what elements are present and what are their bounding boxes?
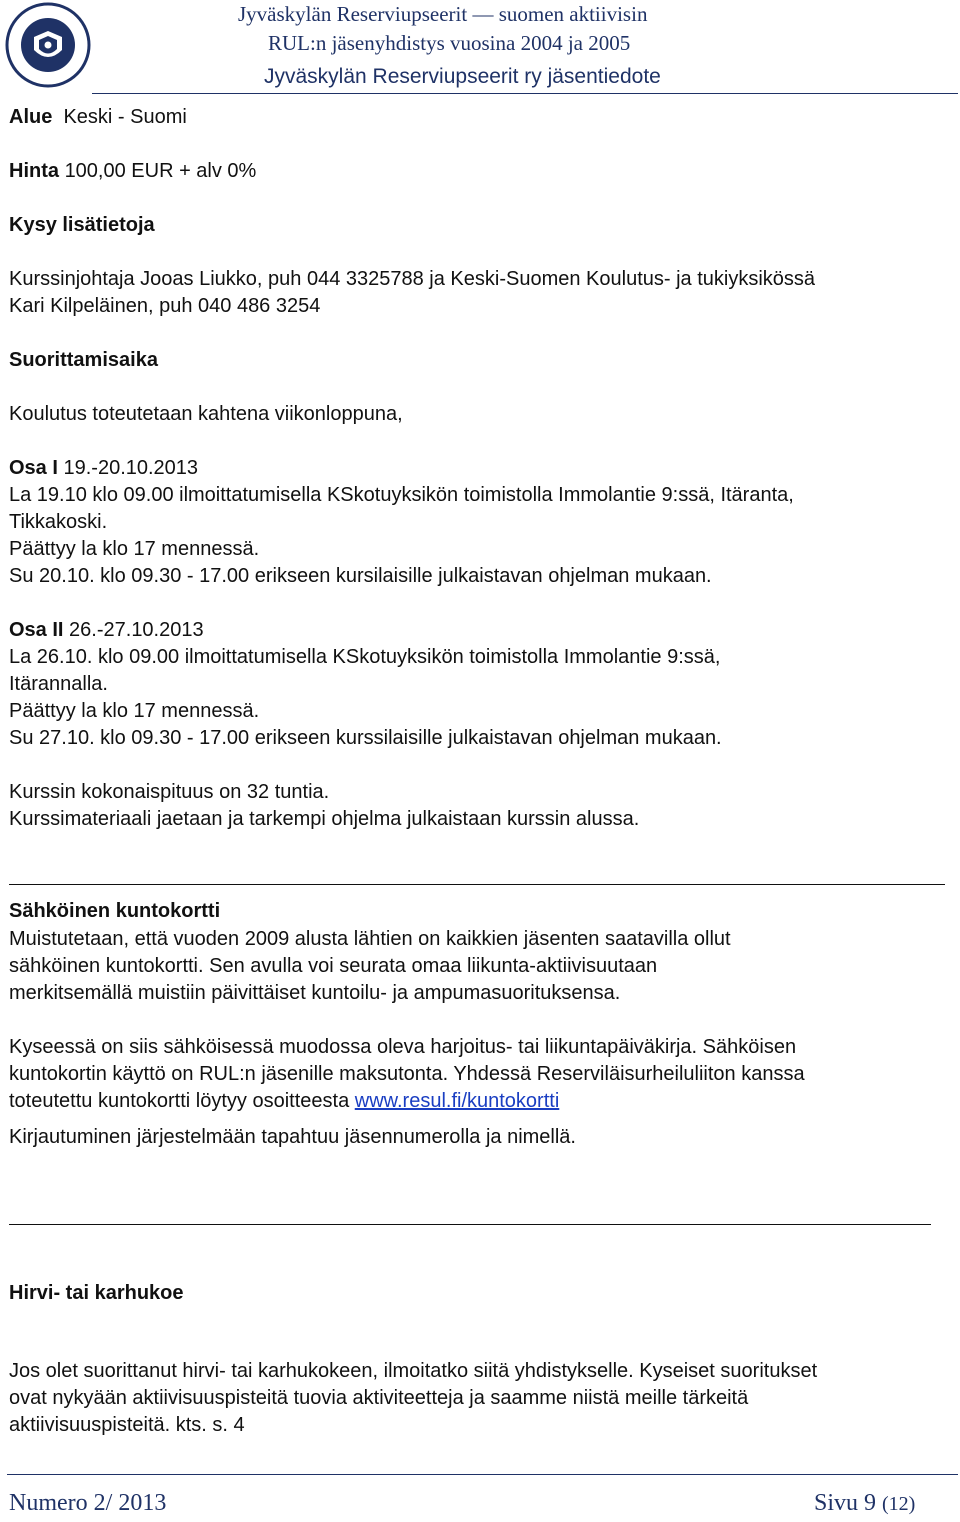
part2-heading <box>9 619 204 642</box>
kuntokortti-p3-line-1: Kirjautuminen järjestelmään tapahtuu jäsennumerolla ja nimellä. <box>9 1126 576 1148</box>
part1-line-4: Su 20.10. klo 09.30 - 17.00 erikseen kursilaisille julkaistavan ohjelman mukaan. <box>9 565 712 587</box>
area-line <box>9 106 187 129</box>
price-label: Hinta <box>9 160 59 182</box>
part2-label: Osa II <box>9 619 64 641</box>
issue-number: Numero 2/ 2013 <box>9 1490 167 1516</box>
kuntokortti-p2-line-2: kuntokortin käyttö on RUL:n jäsenille maksutonta. Yhdessä Reserviläisurheiluliiton kanssa <box>9 1063 805 1085</box>
kuntokortti-p2-line-1: Kyseessä on siis sähköisessä muodossa oleva harjoitus- tai liikuntapäiväkirja. Sähköisen <box>9 1036 797 1058</box>
price-line <box>9 160 256 183</box>
schedule-heading: Suorittamisaika <box>9 349 158 371</box>
part1-line-3: Päättyy la klo 17 mennessä. <box>9 538 260 560</box>
part1-line-2: Tikkakoski. <box>9 511 108 533</box>
part2-line-3: Päättyy la klo 17 mennessä. <box>9 700 260 722</box>
area-value: Keski - Suomi <box>63 106 187 128</box>
page-number <box>814 1490 915 1517</box>
kuntokortti-p2-line-3 <box>9 1090 559 1113</box>
part2-line-4: Su 27.10. klo 09.30 - 17.00 erikseen kurssilaisille julkaistavan ohjelman mukaan. <box>9 727 722 749</box>
kuntokortti-p2-line-3-text: toteutettu kuntokortti löytyy osoitteesta <box>9 1090 350 1112</box>
header-divider <box>92 93 958 94</box>
part2-line-1: La 26.10. klo 09.00 ilmoittatumisella KSkotuyksikön toimistolla Immolantie 9:ssä, <box>9 646 721 668</box>
hirvi-heading: Hirvi- tai karhukoe <box>9 1282 184 1304</box>
header-line-1: Jyväskylän Reserviupseerit — suomen aktiivisin <box>238 2 648 26</box>
hirvi-line-1: Jos olet suorittanut hirvi- tai karhukokeen, ilmoitatko siitä yhdistykselle. Kyseiset suoritukset <box>9 1360 818 1382</box>
kuntokortti-p1-line-2: sähköinen kuntokortti. Sen avulla voi seurata omaa liikunta-aktiivisuutaan <box>9 955 658 977</box>
kuntokortti-p1-line-1: Muistutetaan, että vuoden 2009 alusta lähtien on kaikkien jäsenten saatavilla ollut <box>9 928 731 950</box>
page-number-total: (12) <box>882 1493 916 1515</box>
part1-label: Osa I <box>9 457 58 479</box>
section-divider-2 <box>9 1224 931 1225</box>
hirvi-line-2: ovat nykyään aktiivisuuspisteitä tuovia aktiviteetteja ja saamme niistä meille tärkeitä <box>9 1387 749 1409</box>
part1-heading <box>9 457 198 480</box>
page-number-current: Sivu 9 <box>814 1490 877 1516</box>
kuntokortti-p1-line-3: merkitsemällä muistiin päivittäiset kuntoilu- ja ampumasuorituksensa. <box>9 982 621 1004</box>
kuntokortti-heading: Sähköinen kuntokortti <box>9 900 221 922</box>
price-value: 100,00 EUR + alv 0% <box>64 160 257 182</box>
contact-line-2: Kari Kilpeläinen, puh 040 486 3254 <box>9 295 321 317</box>
part1-dates: 19.-20.10.2013 <box>63 457 199 479</box>
course-material: Kurssimateriaali jaetaan ja tarkempi ohjelma julkaistaan kurssin alussa. <box>9 808 640 830</box>
part2-dates: 26.-27.10.2013 <box>69 619 204 641</box>
part2-line-2: Itärannalla. <box>9 673 108 695</box>
contact-line-1: Kurssinjohtaja Jooas Liukko, puh 044 3325788 ja Keski-Suomen Koulutus- ja tukiyksikössä <box>9 268 816 290</box>
info-heading: Kysy lisätietoja <box>9 214 155 236</box>
kuntokortti-link[interactable]: www.resul.fi/kuntokortti <box>354 1090 560 1112</box>
part1-line-1: La 19.10 klo 09.00 ilmoittatumisella KSkotuyksikön toimistolla Immolantie 9:ssä, Itäranta, <box>9 484 794 506</box>
section-divider-1 <box>9 884 945 885</box>
header-line-3: Jyväskylän Reserviupseerit ry jäsentiedote <box>264 65 661 88</box>
footer-divider <box>7 1474 958 1475</box>
hirvi-line-3: aktiivisuuspisteitä. kts. s. 4 <box>9 1414 245 1436</box>
schedule-intro: Koulutus toteutetaan kahtena viikonloppuna, <box>9 403 403 425</box>
course-length: Kurssin kokonaispituus on 32 tuntia. <box>9 781 330 803</box>
header-line-2: RUL:n jäsenyhdistys vuosina 2004 ja 2005 <box>268 31 631 55</box>
association-logo <box>4 2 92 88</box>
area-label: Alue <box>9 106 53 128</box>
